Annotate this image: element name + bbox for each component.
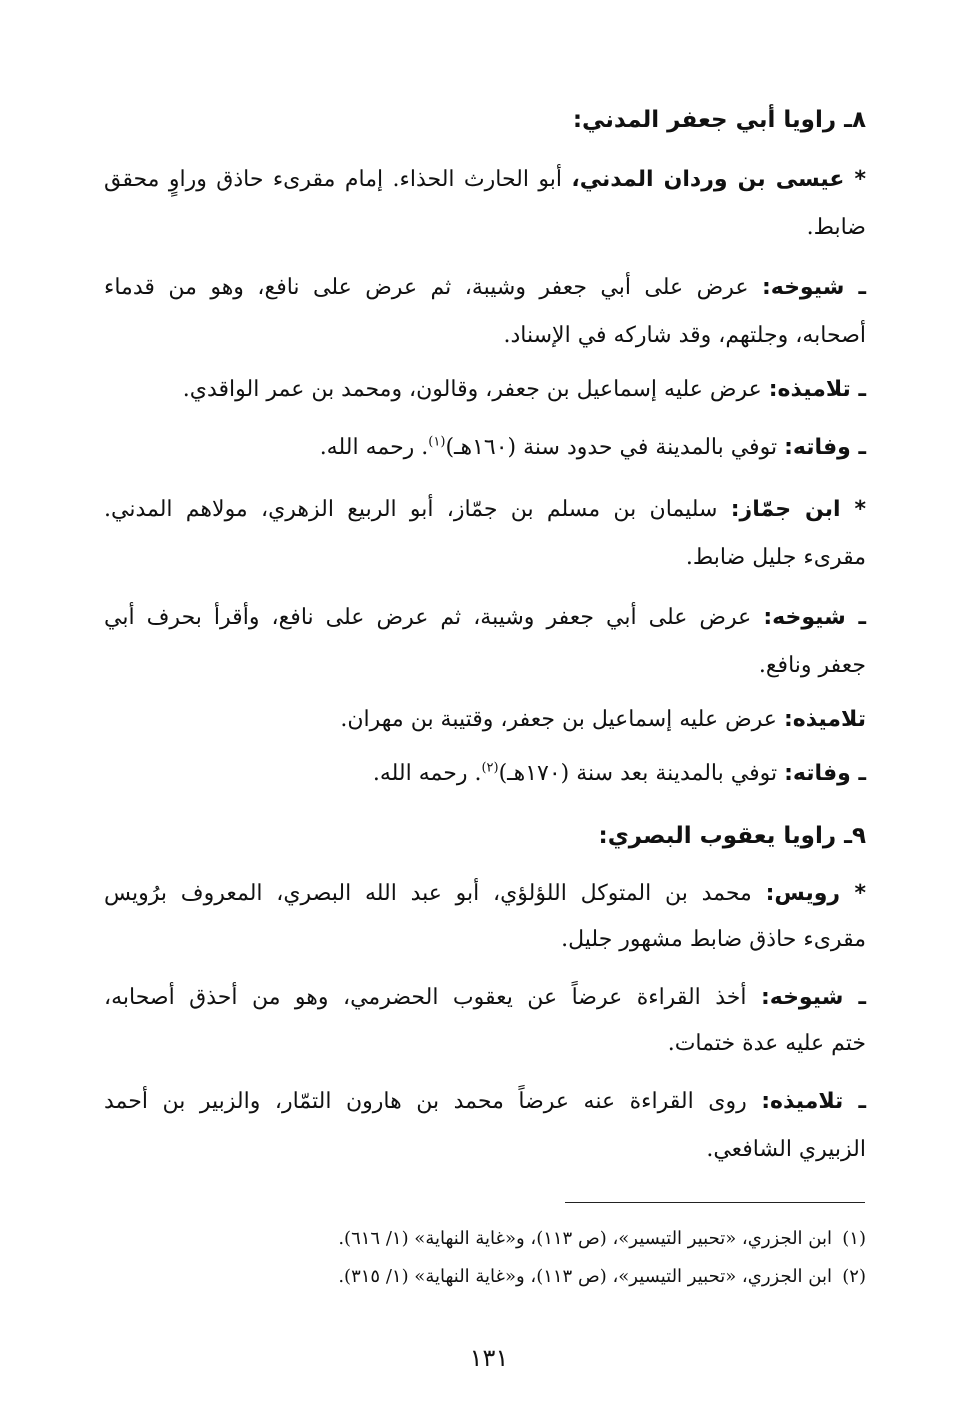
isa-talamidh-label: ـ تلاميذه: [768,377,866,402]
footnote-separator [565,1202,865,1203]
isa-talamidh-text: عرض عليه إسماعيل بن جعفر، وقالون، ومحمد بن عمر الواقدي. [182,377,762,402]
isa-name: * عيسى بن وردان المدني، [571,167,867,192]
isa-wafat-label: ـ وفاته: [784,435,866,460]
ibnjammaz-wafat-label: ـ وفاته: [784,761,866,786]
isa-intro-text: أبو الحارث الحذاء. إمام مقرىء حاذق وراوٍ محقق [104,167,562,192]
ibnjammaz-talamidh-label: تلاميذه: [783,707,866,732]
ibnjammaz-wafat-line [104,754,866,794]
ruways-talamidh-text: روى القراءة عنه عرضاً محمد بن هارون التمّار، والزبير بن أحمد [104,1089,747,1114]
isa-intro-line-2: ضابط. [806,215,866,240]
footnote-text: ابن الجزري، «تحبير التيسير»، (ص ١١٣)، و«غاية النهاية» (١/ ٣١٥). [338,1266,832,1287]
ruways-intro-line-2: مقرىء حاذق ضابط مشهور جليل. [561,927,866,952]
isa-wafat-text: توفي بالمدينة في حدود سنة (١٦٠هـ) [445,435,778,460]
page-number: ١٣١ [469,1344,509,1372]
isa-talamidh-line [104,370,866,410]
ruways-talamidh-line-2: الزبيري الشافعي. [706,1137,866,1162]
isa-intro-line-1 [104,160,866,200]
ruways-shuyukh-line-2: ختم عليه عدة ختمات. [667,1031,866,1056]
ruways-talamidh-line-1 [104,1082,866,1122]
ruways-talamidh-label: ـ تلاميذه: [761,1089,866,1114]
ibnjammaz-wafat-text: توفي بالمدينة بعد سنة (١٧٠هـ) [498,761,778,786]
isa-shuyukh-line-1 [104,268,866,308]
footnote-ref-1[interactable]: (١) [428,434,446,450]
isa-wafat-line [104,428,866,468]
footnote-text: ابن الجزري، «تحبير التيسير»، (ص ١١٣)، و«غاية النهاية» (١/ ٦١٦). [338,1228,832,1249]
ibnjammaz-talamidh-text: عرض عليه إسماعيل بن جعفر، وقتيبة بن مهران. [340,707,777,732]
isa-shuyukh-label: ـ شيوخه: [761,275,866,300]
isa-shuyukh-line-2: أصحابه، وجلتهم، وقد شاركه في الإسناد. [503,323,866,348]
ibnjammaz-shuyukh-text: عرض على أبي جعفر وشيبة، ثم عرض على نافع، وأقرأ بحرف أبي [104,605,752,630]
ibnjammaz-shuyukh-label: ـ شيوخه: [763,605,866,630]
ruways-shuyukh-label: ـ شيوخه: [760,985,866,1010]
footnote-1 [338,1224,866,1254]
ruways-intro-line-1 [104,874,866,914]
ibnjammaz-intro-line-1 [104,490,866,530]
ibnjammaz-intro-line-2: مقرىء جليل ضابط. [685,545,866,570]
footnote-number: (١) [842,1228,866,1249]
ibnjammaz-wafat-end: . رحمه الله. [372,761,482,786]
ibnjammaz-name: * ابن جمّاز: [730,497,866,522]
footnote-number: (٢) [842,1266,866,1287]
ibnjammaz-shuyukh-line-1 [104,598,866,638]
isa-shuyukh-text: عرض على أبي جعفر وشيبة، ثم عرض على نافع، وهو من قدماء [104,275,749,300]
isa-wafat-end: . رحمه الله. [319,435,429,460]
ruways-shuyukh-text: أخذ القراءة عرضاً عن يعقوب الحضرمي، وهو من أحذق أصحابه، [104,985,747,1010]
ibnjammaz-talamidh-line [104,700,866,740]
ruways-intro-text: محمد بن المتوكل اللؤلؤي، أبو عبد الله البصري، المعروف برُويس [104,881,752,906]
footnote-2 [338,1262,866,1292]
ibnjammaz-intro-text: سليمان بن مسلم بن جمّاز، أبو الربيع الزهري، مولاهم المدني. [104,497,718,522]
ruways-name: * رويس: [765,881,866,906]
footnote-ref-2[interactable]: (٢) [481,760,499,776]
section-heading-abu-jafar: ٨ـ راويا أبي جعفر المدني: [572,107,866,133]
ruways-shuyukh-line-1 [104,978,866,1018]
section-heading-yaqub: ٩ـ راويا يعقوب البصري: [598,823,866,849]
ibnjammaz-shuyukh-line-2: جعفر ونافع. [758,653,866,678]
